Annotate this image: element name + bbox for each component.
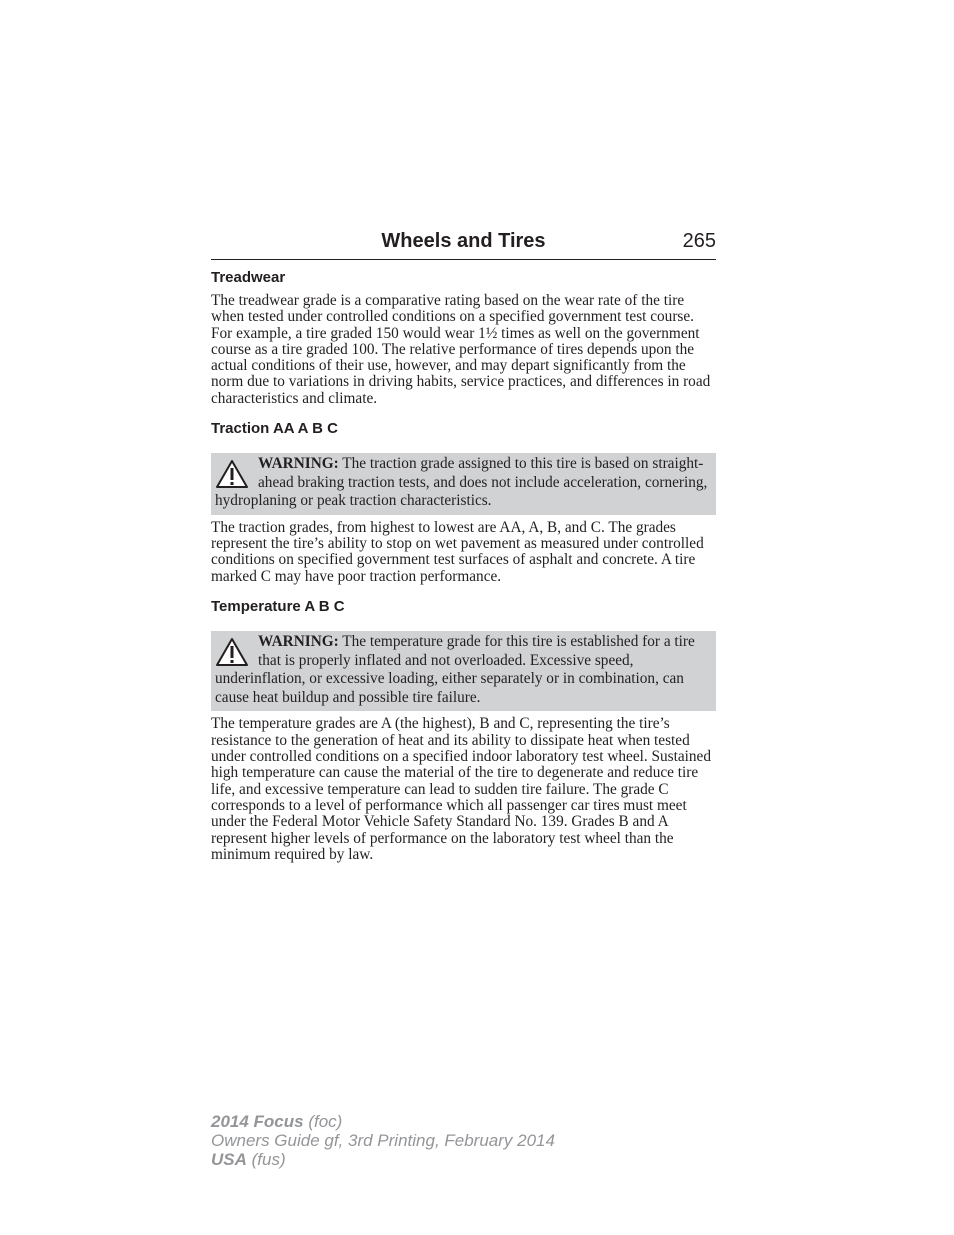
footer-line-1 [211, 1112, 555, 1131]
page-number: 265 [682, 230, 716, 252]
warning-label: WARNING: [258, 455, 339, 473]
footer-model-code: (foc) [303, 1112, 343, 1131]
warning-triangle-icon [215, 459, 249, 489]
manual-page [211, 228, 716, 863]
warning-text: The traction grade assigned to this tire is based on straight-ahead braking traction tests, and does not include acceleration, cornering, hydroplaning or peak traction characteristics. [215, 455, 708, 510]
warning-text: The temperature grade for this tire is established for a tire that is properly inflated and not overloaded. Excessive speed, underinflation, or excessive loading, either separately or in combination, can cause heat buildup and possible tire failure. [215, 633, 695, 706]
footer-line-3 [211, 1150, 555, 1169]
treadwear-body: The treadwear grade is a comparative rating based on the wear rate of the tire when tested under controlled conditions on a specified government test course. For example, a tire graded 150 would wear 1½ times as well on the government course as a tire graded 100. The relative performance of tires depends upon the actual conditions of their use, however, and may depart significantly from the norm due to variations in driving habits, service practices, and differences in road characteristics and climate. [211, 292, 711, 407]
warning-label: WARNING: [258, 633, 339, 651]
temperature-body: The temperature grades are A (the highest), B and C, representing the tire’s resistance to the generation of heat and its ability to dissipate heat when tested under controlled conditions on a specified indoor laboratory test wheel. Sustained high temperature can cause the material of the tire to degenerate and reduce tire life, and excessive temperature can lead to sudden tire failure. The grade C corresponds to a level of performance which all passenger car tires must meet under the Federal Motor Vehicle Safety Standard No. 139. Grades B and A represent higher levels of performance on the laboratory test wheel than the minimum required by law. [211, 715, 711, 863]
traction-heading: Traction AA A B C [211, 420, 338, 438]
traction-warning [211, 453, 716, 515]
footer-market: USA [211, 1150, 247, 1169]
page-header [211, 228, 716, 260]
footer-market-code: (fus) [246, 1150, 286, 1169]
temperature-heading: Temperature A B C [211, 598, 345, 616]
footer-line-2: Owners Guide gf, 3rd Printing, February 2014 [211, 1131, 555, 1150]
footer-model: 2014 Focus [211, 1112, 304, 1131]
warning-triangle-icon [215, 637, 249, 667]
traction-body: The traction grades, from highest to lowest are AA, A, B, and C. The grades represent the tire’s ability to stop on wet pavement as measured under controlled conditions on specified government test surfaces of asphalt and concrete. A tire marked C may have poor traction performance. [211, 518, 704, 585]
treadwear-heading: Treadwear [211, 269, 286, 286]
section-title: Wheels and Tires [381, 230, 546, 252]
page-footer [211, 1112, 555, 1169]
temperature-warning [211, 631, 716, 711]
